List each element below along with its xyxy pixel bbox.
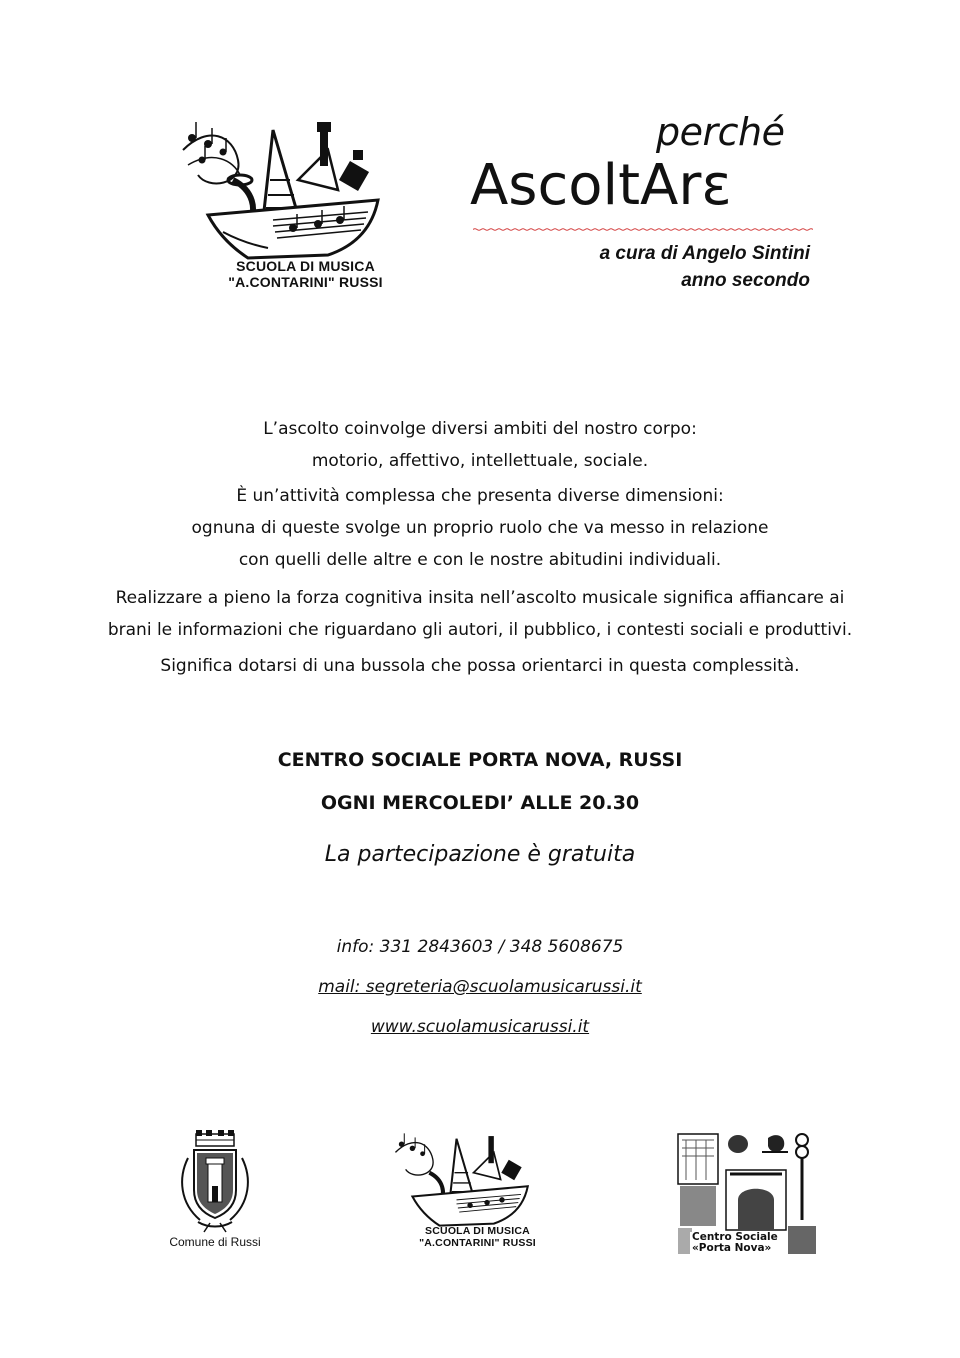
event-price-note: La partecipazione è gratuita <box>324 842 636 867</box>
school-logo-footer <box>390 1132 540 1257</box>
coat-of-arms-icon <box>170 1128 260 1233</box>
subtitle-edition: anno secondo <box>681 270 810 291</box>
school-caption-line1: SCUOLA DI MUSICA <box>425 1225 530 1237</box>
contact-phone: info: 331 2843603 / 348 5608675 <box>336 937 624 957</box>
paragraph-4 <box>0 650 960 682</box>
music-ship-icon <box>178 120 393 260</box>
paragraph-1 <box>0 413 960 477</box>
paragraph-line: brani le informazioni che riguardano gli autori, il pubblico, i contesti sociali e produttivi. <box>107 620 853 640</box>
contact-web <box>0 1017 960 1037</box>
music-ship-icon <box>390 1132 540 1227</box>
subtitle-curator: a cura di Angelo Sintini <box>599 243 810 264</box>
paragraph-line: motorio, affettivo, intellettuale, sociale. <box>311 451 649 471</box>
paragraph-line: con quelli delle altre e con le nostre abitudini individuali. <box>238 550 722 570</box>
event-venue: CENTRO SOCIALE PORTA NOVA, RUSSI <box>277 749 683 771</box>
comune-logo <box>160 1128 270 1258</box>
paragraph-line: Significa dotarsi di una bussola che possa orientarci in questa complessità. <box>160 656 800 676</box>
website-link[interactable]: www.scuolamusicarussi.it <box>370 1017 590 1037</box>
paragraph-line: ognuna di queste svolge un proprio ruolo che va messo in relazione <box>191 518 769 538</box>
paragraph-line: L’ascolto coinvolge diversi ambiti del nostro corpo: <box>263 419 697 439</box>
title-small: perché <box>656 110 785 154</box>
paragraph-3 <box>0 582 960 646</box>
school-caption-line2: "A.CONTARINI" RUSSI <box>228 274 383 290</box>
school-caption-line1: SCUOLA DI MUSICA <box>236 258 375 274</box>
paragraph-2 <box>0 480 960 576</box>
title-main: AscoltArε <box>470 153 732 218</box>
comune-caption: Comune di Russi <box>169 1235 261 1249</box>
paragraph-line: Realizzare a pieno la forza cognitiva insita nell’ascolto musicale significa affiancare ai <box>115 588 845 608</box>
school-caption-line2: "A.CONTARINI" RUSSI <box>419 1237 536 1249</box>
contact-mail <box>0 977 960 997</box>
centro-sociale-logo <box>676 1130 820 1258</box>
school-logo-caption <box>415 1225 540 1249</box>
mail-link[interactable]: mail: segreteria@scuolamusicarussi.it <box>318 977 642 997</box>
centro-caption: Centro Sociale «Porta Nova» <box>692 1231 778 1254</box>
event-schedule: OGNI MERCOLEDI’ ALLE 20.30 <box>320 792 640 814</box>
paragraph-line: È un’attività complessa che presenta diverse dimensioni: <box>236 486 724 506</box>
school-logo-caption <box>218 258 393 290</box>
school-logo <box>178 120 393 295</box>
event-title-logo <box>470 110 820 300</box>
wavy-underline <box>473 228 813 231</box>
